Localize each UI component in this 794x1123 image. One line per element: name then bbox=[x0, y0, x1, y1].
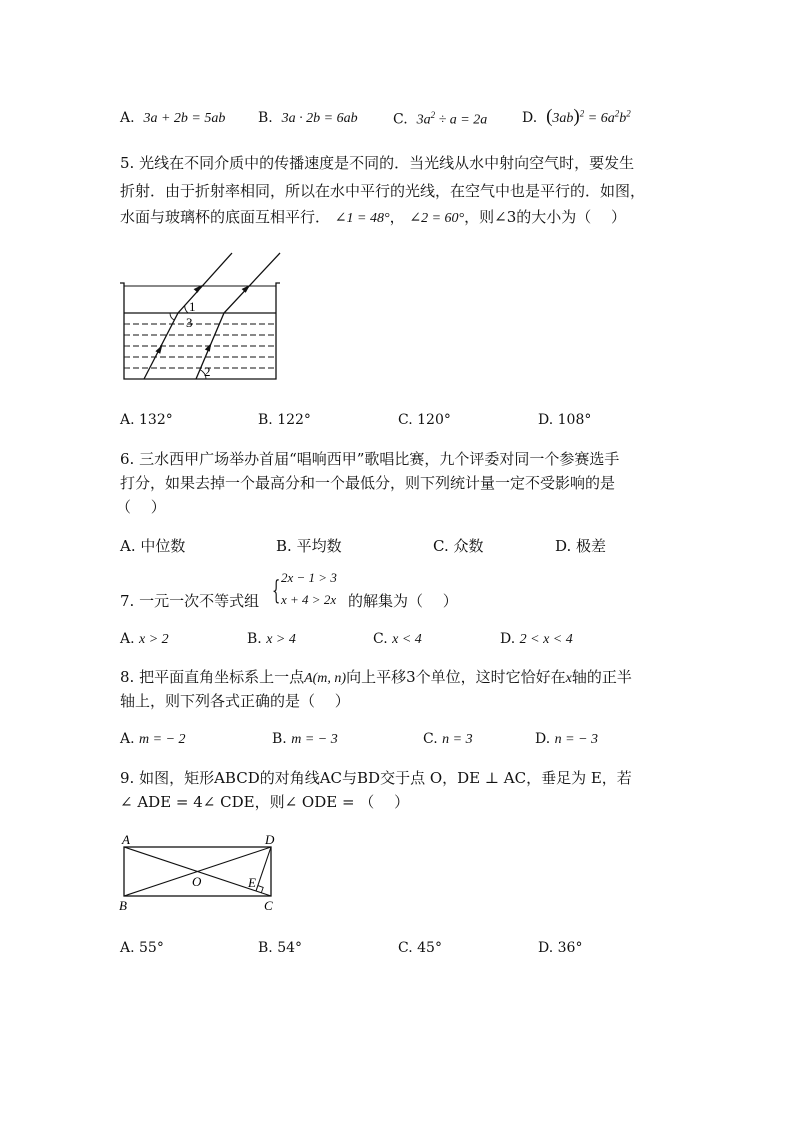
option-value: 平均数 bbox=[296, 537, 342, 555]
option-value: 中位数 bbox=[140, 537, 186, 555]
option-value: 120° bbox=[417, 412, 451, 428]
q6-line-1: 6. 三水西甲广场举办首届“唱响西甲”歌唱比赛，九个评委对同一个参赛选手 bbox=[120, 450, 620, 468]
q7-suffix: 的解集为（ ） bbox=[348, 592, 458, 610]
option-label: B. bbox=[258, 412, 273, 428]
q6-option-d bbox=[555, 533, 606, 560]
q4-option-a bbox=[120, 110, 225, 127]
option-label: A. bbox=[120, 110, 135, 126]
option-expr: 3a bbox=[416, 112, 431, 128]
option-label: C. bbox=[398, 412, 413, 428]
light-ray-right bbox=[196, 253, 280, 379]
q8-option-d bbox=[535, 731, 598, 748]
paren-close: ) bbox=[573, 106, 580, 127]
option-label: B. bbox=[276, 537, 292, 555]
q7-option-b bbox=[247, 631, 296, 648]
option-label: A. bbox=[120, 631, 135, 647]
option-value: n = 3 bbox=[442, 732, 473, 747]
q6-option-c bbox=[433, 533, 484, 560]
water-dashes bbox=[124, 324, 276, 368]
option-expr-rest: b bbox=[619, 111, 627, 126]
vertex-a-label: A bbox=[122, 832, 130, 847]
q8-option-b bbox=[272, 731, 338, 748]
q8-text: 8. 把平面直角坐标系上一点 bbox=[120, 668, 305, 686]
angle-3-arc bbox=[170, 313, 174, 320]
q7-option-c bbox=[373, 631, 422, 648]
option-value: 55° bbox=[139, 940, 164, 956]
option-label: C. bbox=[423, 731, 438, 747]
option-value: 2 < x < 4 bbox=[519, 632, 573, 647]
axis-name: x bbox=[565, 671, 572, 686]
option-value: 54° bbox=[277, 940, 303, 956]
arrow-head bbox=[205, 343, 212, 352]
option-value: m = − 2 bbox=[139, 732, 186, 747]
q4-option-c bbox=[393, 110, 487, 129]
q4-option-d bbox=[522, 106, 631, 128]
option-label: C. bbox=[398, 940, 413, 956]
q9-line-2: ∠ ADE = 4∠ CDE，则∠ ODE = （ ） bbox=[120, 793, 410, 811]
vertex-b-label: B bbox=[119, 898, 127, 913]
q5-option-c bbox=[398, 412, 451, 428]
option-sup: 2 bbox=[626, 108, 631, 119]
q5-line-3 bbox=[120, 204, 626, 232]
option-value: 众数 bbox=[453, 537, 484, 555]
q9-option-d bbox=[538, 940, 582, 956]
q8-option-c bbox=[423, 731, 473, 748]
paren-open: ( bbox=[546, 106, 553, 127]
option-value: m = − 3 bbox=[291, 732, 338, 747]
q7-option-d bbox=[500, 631, 573, 648]
angle-1-label: 1 bbox=[189, 299, 196, 314]
q8-line-2: 轴上，则下列各式正确的是（ ） bbox=[120, 692, 350, 710]
point-e-label: E bbox=[248, 875, 256, 890]
option-sup: 2 bbox=[430, 110, 436, 120]
option-label: C. bbox=[373, 631, 388, 647]
angle-3-label: 3 bbox=[186, 315, 193, 330]
option-expr: 3a + 2b = 5ab bbox=[143, 111, 226, 126]
option-label: C. bbox=[433, 537, 449, 555]
q5-option-d bbox=[538, 412, 591, 428]
option-label: D. bbox=[522, 110, 538, 126]
option-label: A. bbox=[120, 731, 135, 747]
option-value: 极差 bbox=[576, 537, 607, 555]
point-a: A(m, n) bbox=[304, 671, 347, 686]
q7-prefix: 7. 一元一次不等式组 bbox=[120, 592, 260, 610]
angle-2-label: 2 bbox=[204, 364, 211, 379]
q5-text: 水面与玻璃杯的底面互相平行． bbox=[120, 208, 331, 226]
system-brace: { bbox=[272, 576, 281, 606]
q5-option-b bbox=[258, 412, 311, 428]
option-label: B. bbox=[258, 940, 273, 956]
q8-text: 轴的正半 bbox=[571, 668, 632, 686]
option-value: x < 4 bbox=[392, 632, 422, 647]
option-label: A. bbox=[120, 940, 135, 956]
q6-option-b bbox=[276, 533, 342, 560]
q8-option-a bbox=[120, 731, 186, 748]
option-sup: 2 bbox=[579, 108, 585, 119]
glass-outline bbox=[120, 283, 280, 379]
inequality-2: x + 4 > 2x bbox=[281, 592, 337, 607]
q5-line-2: 折射．由于折射率相同，所以在水中平行的光线，在空气中也是平行的．如图， bbox=[120, 182, 646, 200]
option-value: n = − 3 bbox=[554, 732, 599, 747]
option-label: D. bbox=[538, 412, 554, 428]
option-value: 108° bbox=[557, 412, 592, 428]
option-label: D. bbox=[535, 731, 551, 747]
q9-option-a bbox=[120, 940, 164, 956]
q9-option-c bbox=[398, 940, 442, 956]
inequality-1: 2x − 1 > 3 bbox=[281, 570, 337, 585]
option-label: B. bbox=[272, 731, 287, 747]
angle-2-value: ∠2 = 60° bbox=[409, 211, 465, 226]
option-sup: 2 bbox=[614, 108, 620, 119]
angle-1-value: ∠1 = 48° bbox=[334, 211, 390, 226]
q7-option-a bbox=[120, 631, 169, 648]
glass-refraction-figure bbox=[110, 245, 310, 385]
q9-line-1: 9. 如图，矩形ABCD的对角线AC与BD交于点 O，DE ⊥ AC，垂足为 E，若 bbox=[120, 769, 632, 787]
option-expr-rest: = 6a bbox=[584, 111, 615, 126]
option-label: A. bbox=[120, 412, 135, 428]
option-label: B. bbox=[247, 631, 262, 647]
option-value: x > 4 bbox=[266, 632, 296, 647]
option-value: 36° bbox=[557, 940, 583, 956]
option-label: D. bbox=[500, 631, 516, 647]
q6-option-a bbox=[120, 533, 185, 560]
q9-option-b bbox=[258, 940, 302, 956]
option-value: x > 2 bbox=[139, 632, 169, 647]
option-value: 45° bbox=[417, 940, 442, 956]
q5-line-1: 5. 光线在不同介质中的传播速度是不同的．当光线从水中射向空气时，要发生 bbox=[120, 154, 635, 172]
q6-line-2: 打分，如果去掉一个最高分和一个最低分，则下列统计量一定不受影响的是 bbox=[120, 474, 616, 492]
option-expr: 3a · 2b = 6ab bbox=[281, 111, 358, 126]
option-expr-rest: ÷ a = 2a bbox=[435, 112, 488, 128]
option-value: 122° bbox=[277, 412, 311, 428]
option-value: 132° bbox=[139, 412, 173, 428]
q4-option-b bbox=[258, 110, 358, 127]
q5-text: ，则∠3的大小为（ ） bbox=[464, 208, 627, 226]
vertex-c-label: C bbox=[264, 898, 273, 913]
vertex-d-label: D bbox=[265, 832, 275, 847]
option-label: A. bbox=[120, 537, 136, 555]
rectangle-abcd-figure bbox=[115, 830, 285, 915]
option-label: D. bbox=[538, 940, 554, 956]
option-label: D. bbox=[555, 537, 572, 555]
q5-option-a bbox=[120, 412, 173, 428]
point-o-label: O bbox=[192, 874, 202, 889]
angle-1-arc bbox=[185, 306, 188, 313]
option-label: B. bbox=[258, 110, 273, 126]
separator: ， bbox=[389, 208, 405, 226]
option-expr: 3ab bbox=[552, 111, 574, 126]
segment-de bbox=[256, 847, 271, 891]
q8-text: 向上平移3个单位，这时它恰好在 bbox=[346, 668, 566, 686]
q6-line-3: （ ） bbox=[116, 498, 166, 516]
option-label: C. bbox=[393, 111, 408, 128]
